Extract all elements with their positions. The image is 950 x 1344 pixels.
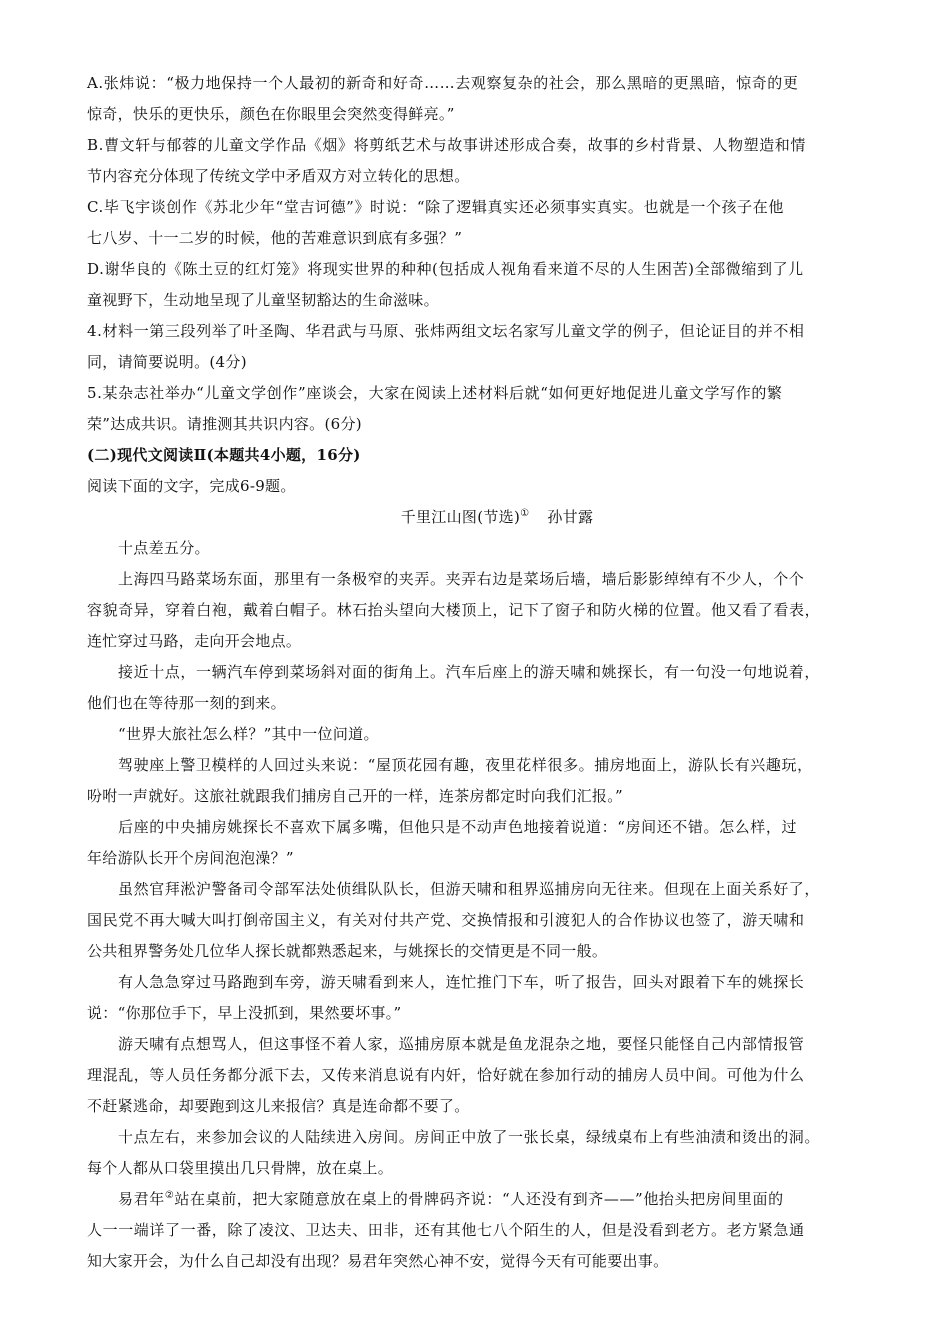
question-5-line: 荣”达成共识。请推测其共识内容。(6分)	[87, 415, 362, 433]
option-c	[87, 192, 867, 254]
paragraph-line: 吩咐一声就好。这旅社就跟我们捕房自己开的一样，连茶房都定时向我们汇报。”	[87, 787, 623, 805]
paragraph	[87, 1122, 867, 1184]
option-b-line: 节内容充分体现了传统文学中矛盾双方对立转化的思想。	[87, 167, 470, 185]
paragraph-line: 上海四马路菜场东面，那里有一条极窄的夹弄。夹弄右边是菜场后墙，墙后影影绰绰有不少人，个个	[118, 570, 805, 588]
paragraph	[87, 1184, 867, 1277]
question-5-line: 5.某杂志社举办“儿童文学创作”座谈会，大家在阅读上述材料后就“如何更好地促进儿童文学写作的繁	[87, 384, 783, 402]
paragraph-line: 有人急急穿过马路跑到车旁，游天啸看到来人，连忙推门下车，听了报告，回头对跟着下车的姚探长	[118, 973, 805, 991]
question-5	[87, 378, 867, 440]
paragraph-line: 游天啸有点想骂人，但这事怪不着人家，巡捕房原本就是鱼龙混杂之地，要怪只能怪自己内部情报管	[118, 1035, 805, 1053]
paragraph-line: 十点差五分。	[118, 539, 210, 557]
paragraph	[87, 564, 867, 657]
option-a-line: A.张炜说：“极力地保持一个人最初的新奇和好奇……去观察复杂的社会，那么黑暗的更黑暗，惊奇的更	[87, 74, 799, 92]
paragraph-line: 每个人都从口袋里摸出几只骨牌，放在桌上。	[87, 1159, 394, 1177]
paragraph-line: 不赶紧逃命，却要跑到这儿来报信？真是连命都不要了。	[87, 1097, 470, 1115]
option-a-line: 惊奇，快乐的更快乐，颜色在你眼里会突然变得鲜亮。”	[87, 105, 455, 123]
paragraph	[87, 657, 867, 719]
paragraph-line: 知大家开会，为什么自己却没有出现？易君年突然心神不安，觉得今天有可能要出事。	[87, 1252, 669, 1270]
option-d	[87, 254, 867, 316]
paragraph-line: 国民党不再大喊大叫打倒帝国主义，有关对付共产党、交换情报和引渡犯人的合作协议也签了，游天啸和	[87, 911, 805, 929]
character-name: 易君年	[118, 1190, 165, 1208]
section-heading: (二)现代文阅读Ⅱ(本题共4小题，16分)	[87, 446, 361, 464]
footnote-marker: ②	[164, 1190, 175, 1201]
article-title: 千里江山图(节选)	[400, 508, 521, 526]
option-a	[87, 68, 867, 130]
section-instruction: 阅读下面的文字，完成6-9题。	[87, 477, 296, 495]
question-4	[87, 316, 867, 378]
paragraph-line: 他们也在等待那一刻的到来。	[87, 694, 286, 712]
option-c-line: C.毕飞宇谈创作《苏北少年“堂吉诃德”》时说：“除了逻辑真实还必须事实真实。也就是一个孩子在他	[87, 198, 784, 216]
paragraph	[87, 719, 867, 750]
paragraph	[87, 874, 867, 967]
option-d-line: D.谢华良的《陈土豆的红灯笼》将现实世界的种种(包括成人视角看来道不尽的人生困苦)全部微缩到了儿	[87, 260, 804, 278]
paragraph	[87, 750, 867, 812]
paragraph-line: 公共租界警务处几位华人探长就都熟悉起来，与姚探长的交情更是不同一般。	[87, 942, 608, 960]
paragraph-line: 易君年②站在桌前，把大家随意放在桌上的骨牌码齐说：“人还没有到齐——”他抬头把房间里面的	[118, 1190, 784, 1208]
article-body	[87, 533, 867, 1184]
paragraph-line: 人一一端详了一番，除了凌汶、卫达夫、田非，还有其他七八个陌生的人，但是没看到老方。老方紧急通	[87, 1221, 805, 1239]
paragraph-line: 后座的中央捕房姚探长不喜欢下属多嘴，但他只是不动声色地接着说道：“房间还不错。怎么样，过	[118, 818, 798, 836]
paragraph	[87, 812, 867, 874]
question-4-line: 同，请简要说明。(4分)	[87, 353, 247, 371]
option-d-line: 童视野下，生动地呈现了儿童坚韧豁达的生命滋味。	[87, 291, 439, 309]
option-b	[87, 130, 867, 192]
option-c-line: 七八岁、十一二岁的时候，他的苦难意识到底有多强？”	[87, 229, 463, 247]
paragraph-line: 理混乱，等人员任务都分派下去，又传来消息说有内奸，恰好就在参加行动的捕房人员中间。可他为什么	[87, 1066, 805, 1084]
footnote-marker: ①	[520, 508, 530, 519]
article-title-line	[87, 502, 867, 533]
paragraph-line: 容貌奇异，穿着白袍，戴着白帽子。林石抬头望向大楼顶上，记下了窗子和防火梯的位置。他又看了看表，	[87, 601, 821, 619]
paragraph-line: 接近十点，一辆汽车停到菜场斜对面的街角上。汽车后座上的游天啸和姚探长，有一句没一句地说着，	[118, 663, 821, 681]
paragraph-line: 说：“你那位手下，早上没抓到，果然要坏事。”	[87, 1004, 402, 1022]
paragraph-line: 年给游队长开个房间泡泡澡？”	[87, 849, 294, 867]
paragraph	[87, 533, 867, 564]
question-4-line: 4.材料一第三段列举了叶圣陶、华君武与马原、张炜两组文坛名家写儿童文学的例子，但论证目的并不相	[87, 322, 805, 340]
paragraph-line: “世界大旅社怎么样？”其中一位问道。	[118, 725, 379, 743]
paragraph	[87, 1029, 867, 1122]
paragraph-line: 虽然官拜淞沪警备司令部军法处侦缉队队长，但游天啸和租界巡捕房向无往来。但现在上面关系好了，	[118, 880, 821, 898]
option-b-line: B.曹文轩与郁蓉的儿童文学作品《烟》将剪纸艺术与故事讲述形成合奏，故事的乡村背景、人物塑造和情	[87, 136, 806, 154]
paragraph-line: 十点左右，来参加会议的人陆续进入房间。房间正中放了一张长桌，绿绒桌布上有些油渍和烫出的洞。	[118, 1128, 821, 1146]
paragraph	[87, 967, 867, 1029]
paragraph-line: 连忙穿过马路，走向开会地点。	[87, 632, 302, 650]
exam-page	[87, 68, 867, 1277]
paragraph-line: 驾驶座上警卫模样的人回过头来说：“屋顶花园有趣，夜里花样很多。捕房地面上，游队长有兴趣玩，	[118, 756, 813, 774]
article-author: 孙甘露	[547, 508, 594, 526]
